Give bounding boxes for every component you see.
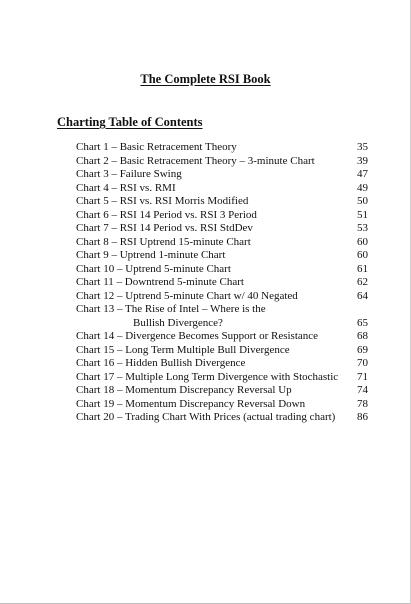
toc-entry-label: Chart 13 – The Rise of Intel – Where is the	[76, 303, 266, 315]
toc-entry-label: Chart 14 – Divergence Becomes Support or Resistance	[76, 330, 319, 342]
toc-entry-chart-9	[76, 249, 368, 263]
toc-entry-chart-12	[76, 290, 368, 304]
toc-entry-chart-17	[76, 371, 368, 385]
toc-entry-label: Chart 15 – Long Term Multiple Bull Divergence	[76, 343, 290, 356]
toc-heading: Charting Table of Contents	[57, 115, 203, 129]
toc-entry-chart-7	[76, 222, 368, 236]
toc-entry-label: Chart 12 – Uptrend 5-minute Chart w/ 40 Negated	[76, 289, 298, 302]
toc-entry-page: 50	[357, 195, 368, 207]
toc-entry-chart-6	[76, 209, 368, 223]
toc-entry-page: 74	[357, 384, 368, 396]
toc-entry-page: 53	[357, 222, 368, 234]
book-title: The Complete RSI Book	[140, 72, 271, 86]
toc-entry-page: 49	[357, 181, 368, 194]
toc-entry-label: Chart 19 – Momentum Discrepancy Reversal Down	[76, 397, 306, 410]
toc-entry-label: Chart 18 – Momentum Discrepancy Reversal Up	[76, 384, 292, 396]
toc-entry-chart-2	[76, 155, 368, 169]
toc-entry-label: Chart 8 – RSI Uptrend 15-minute Chart	[76, 235, 251, 248]
toc-entry-label: Chart 9 – Uptrend 1-minute Chart	[76, 249, 226, 261]
toc-entry-page: 62	[357, 276, 368, 288]
toc-entry-chart-11	[76, 276, 368, 290]
toc-entry-label: Chart 4 – RSI vs. RMI	[76, 181, 176, 194]
toc-entry-label: Chart 1 – Basic Retracement Theory	[76, 141, 237, 153]
toc-entry-chart-16	[76, 357, 368, 371]
toc-entry-page: 51	[357, 208, 368, 221]
toc-entry-label: Chart 10 – Uptrend 5-minute Chart	[76, 262, 231, 275]
toc-entry-page: 68	[357, 330, 368, 342]
table-of-contents	[76, 141, 368, 425]
toc-entry-page: 86	[357, 411, 368, 423]
toc-entry-page: 65	[357, 316, 368, 329]
toc-entry-chart-14	[76, 330, 368, 344]
toc-entry-chart-10	[76, 263, 368, 277]
toc-entry-page: 47	[357, 168, 368, 180]
toc-entry-label: Chart 6 – RSI 14 Period vs. RSI 3 Period	[76, 208, 257, 221]
toc-entry-page: 71	[357, 370, 368, 383]
toc-entry-page: 70	[357, 357, 368, 369]
toc-entry-chart-4	[76, 182, 368, 196]
toc-entry-chart-19	[76, 398, 368, 412]
toc-entry-chart-1	[76, 141, 368, 155]
toc-entry-page: 61	[357, 262, 368, 275]
toc-entry-page: 78	[357, 397, 368, 410]
toc-entry-page: 69	[357, 343, 368, 356]
toc-entry-page: 35	[357, 141, 368, 153]
toc-entry-page: 60	[357, 249, 368, 261]
toc-entry-chart-3	[76, 168, 368, 182]
toc-entry-label: Chart 2 – Basic Retracement Theory – 3-minute Chart	[76, 154, 315, 167]
toc-entry-label-continuation: Bullish Divergence?	[133, 316, 223, 329]
toc-entry-page: 39	[357, 154, 368, 167]
toc-entry-label: Chart 16 – Hidden Bullish Divergence	[76, 357, 246, 369]
toc-entry-label: Chart 11 – Downtrend 5-minute Chart	[76, 276, 244, 288]
toc-entry-label: Chart 3 – Failure Swing	[76, 168, 182, 180]
toc-entry-label: Chart 17 – Multiple Long Term Divergence with Stochastic	[76, 370, 339, 383]
toc-entry-chart-15	[76, 344, 368, 358]
toc-entry-chart-20	[76, 411, 368, 425]
toc-entry-label: Chart 5 – RSI vs. RSI Morris Modified	[76, 195, 249, 207]
toc-entry-chart-8	[76, 236, 368, 250]
toc-entry-page: 64	[357, 289, 368, 302]
toc-entry-page: 60	[357, 235, 368, 248]
toc-entry-chart-5	[76, 195, 368, 209]
toc-entry-label: Chart 20 – Trading Chart With Prices (actual trading chart)	[76, 411, 336, 423]
toc-entry-chart-18	[76, 384, 368, 398]
toc-entry-label: Chart 7 – RSI 14 Period vs. RSI StdDev	[76, 222, 253, 234]
toc-entry-chart-13	[76, 303, 368, 330]
